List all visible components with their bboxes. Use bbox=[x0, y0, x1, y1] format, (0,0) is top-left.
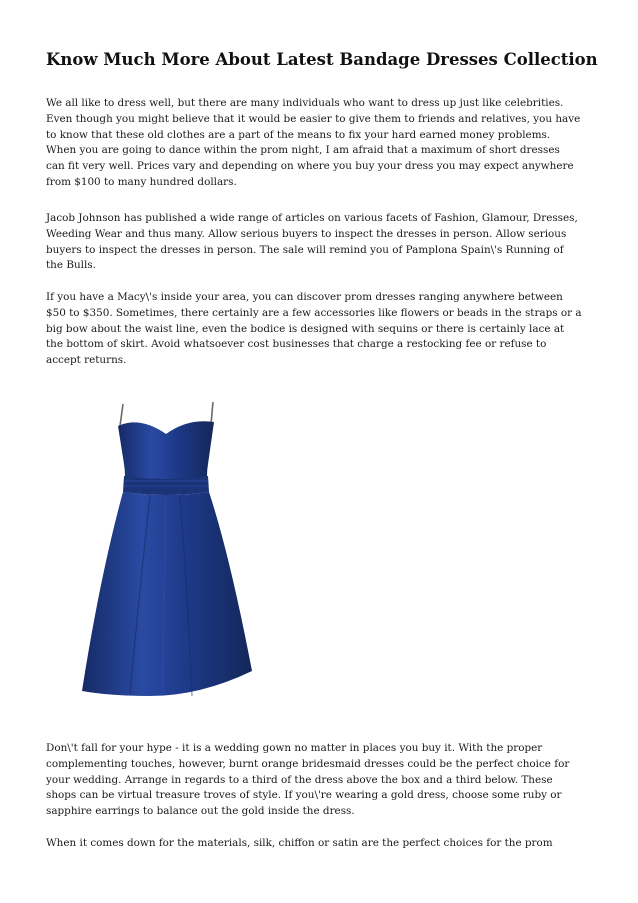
text-line: When you are going to dance within the prom night, I am afraid that a maximum of short dresses bbox=[46, 144, 560, 157]
text-line: $50 to $350. Sometimes, there certainly are a few accessories like flowers or beads in the straps or a bbox=[46, 306, 582, 319]
text-line: your wedding. Arrange in regards to a third of the dress above the box and a third below. These bbox=[46, 773, 553, 786]
text-line: can fit very well. Prices vary and depending on where you buy your dress you may expect anywhere bbox=[46, 160, 574, 173]
text-line: When it comes down for the materials, silk, chiffon or satin are the perfect choices for the prom bbox=[46, 837, 553, 849]
text-line: Weeding Wear and thus many. Allow serious buyers to inspect the dresses in person. Allow serious bbox=[46, 227, 567, 240]
navy-strapless-dress-icon bbox=[80, 396, 260, 706]
text-line: big bow about the waist line, even the bodice is designed with sequins or there is certainly lace at bbox=[46, 322, 565, 335]
text-line: Jacob Johnson has published a wide range of articles on various facets of Fashion, Glamour, Dresses, bbox=[46, 212, 578, 224]
text-line: sapphire earrings to balance out the gold inside the dress. bbox=[46, 805, 355, 818]
text-line: Don\'t fall for your hype - it is a wedding gown no matter in places you buy it. With the proper bbox=[46, 742, 543, 754]
text-line: shops can be virtual treasure troves of style. If you\'re wearing a gold dress, choose some ruby or bbox=[46, 789, 562, 802]
text-line: accept returns. bbox=[46, 354, 127, 367]
text-line: Even though you might believe that it would be easier to give them to friends and relatives, you have bbox=[46, 112, 581, 125]
page-title: Know Much More About Latest Bandage Dresses Collection bbox=[46, 50, 598, 69]
text-line: the bottom of skirt. Avoid whatsoever cost businesses that charge a restocking fee or refuse to bbox=[46, 338, 547, 351]
dress-image bbox=[80, 396, 260, 706]
paragraph-5 bbox=[46, 836, 598, 852]
paragraph-1 bbox=[46, 96, 598, 191]
text-line: from $100 to many hundred dollars. bbox=[46, 175, 237, 188]
paragraph-3 bbox=[46, 290, 598, 369]
text-line: the Bulls. bbox=[46, 259, 96, 272]
text-line: to know that these old clothes are a part of the means to fix your hard earned money problems. bbox=[46, 128, 551, 141]
paragraph-4 bbox=[46, 741, 598, 820]
text-line: We all like to dress well, but there are many individuals who want to dress up just like celebrities. bbox=[46, 97, 564, 109]
paragraph-2 bbox=[46, 211, 598, 274]
text-line: If you have a Macy\'s inside your area, you can discover prom dresses ranging anywhere between bbox=[46, 291, 563, 303]
text-line: complementing touches, however, burnt orange bridesmaid dresses could be the perfect choice for bbox=[46, 757, 570, 770]
text-line: buyers to inspect the dresses in person. The sale will remind you of Pamplona Spain\'s Running of bbox=[46, 243, 564, 256]
